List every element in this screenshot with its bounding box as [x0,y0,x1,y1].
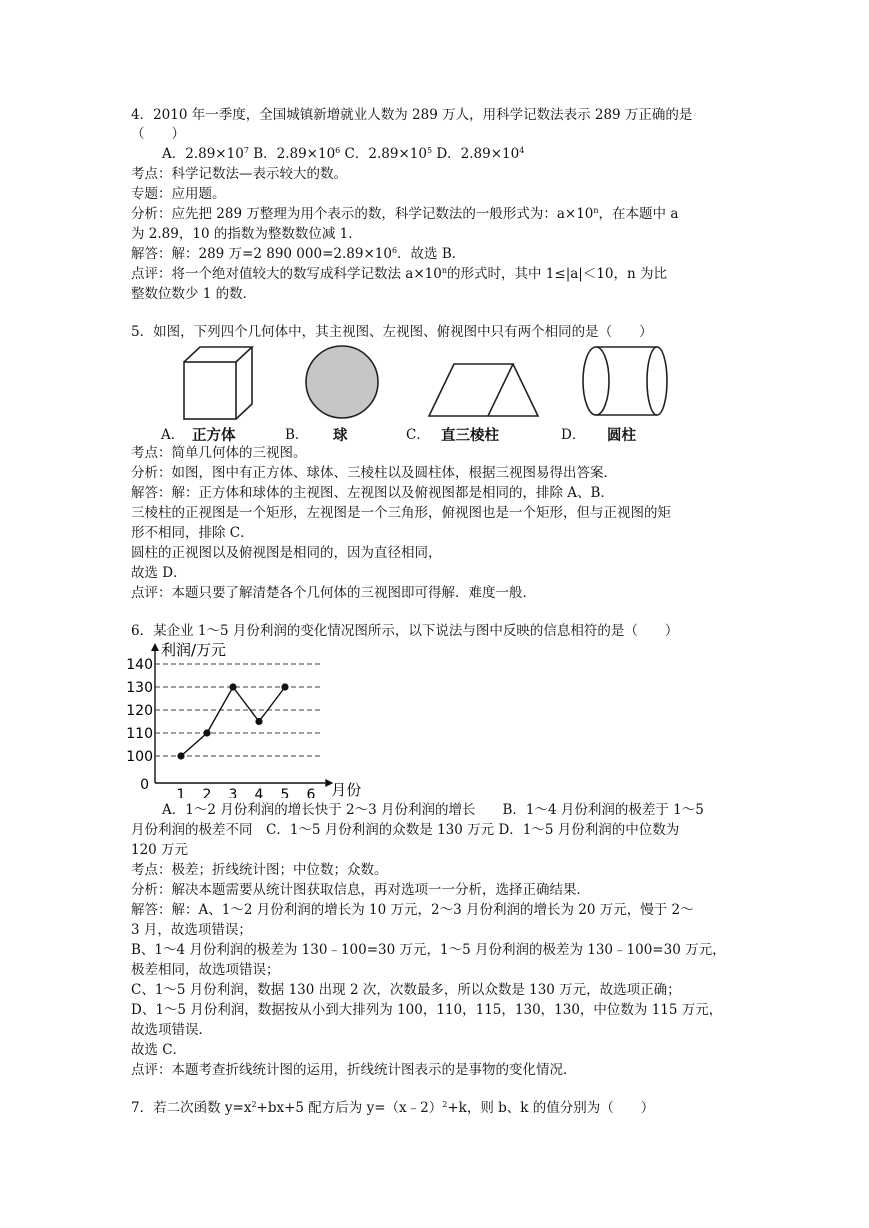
q4-dianping-line2: 整数位数少 1 的数． [131,286,257,302]
q5-line3: 形不相同，排除 C． [131,525,254,541]
q4-jieda: 解答：解：289 万=2 890 $000=2.89\times 10^6$．故选 B． [131,246,466,262]
q5-line5: 故选 D． [131,565,187,581]
origin-label: 0 [140,777,149,793]
x-axis-title: 月份 [331,781,362,798]
x-tick-label-1: 2 [202,787,212,798]
q6-option-d-line2: 故选项错误． [131,1022,212,1038]
q4-stem-line1: 4．2010 年一季度，全国城镇新增就业人数为 289 万人，用科学记数法表示 289 万正确的是 [131,107,693,123]
shape-d-letter: D． [561,427,586,443]
y-tick-label-1: 110 [126,726,153,742]
data-point-3 [229,683,236,690]
q6-fenxi: 分析：解决本题需要从统计图获取信息，再对选项一一分析，选择正确结果． [131,882,590,898]
x-tick-label-5: 6 [306,787,316,798]
y-tick-label-3: 130 [126,680,153,696]
q7-stem: 7．若二次函数 $y=x^2+bx+5$ 配方后为 y=（x﹣2）$^2$+k，则 b、k 的值分别为（ ） [131,1100,655,1116]
q6-stem: 6．某企业 1～5 月份利润的变化情况图所示，以下说法与图中反映的信息相符的是（ ） [131,623,679,639]
q5-shapes-figure [0,342,869,442]
q5-fenxi: 分析：如图，图中有正方体、球体、三棱柱以及圆柱体，根据三视图易得出答案． [131,465,617,481]
q6-dianping: 点评：本题考查折线统计图的运用，折线统计图表示的是事物的变化情况． [131,1062,577,1078]
q6-option-d-line1: D、1～5 月份利润，数据按从小到大排列为 100，110，115，130，130，中位数为 115 万元， [131,1002,723,1018]
q6-options-line3: 120 万元 [131,842,189,858]
x-tick-label-2: 3 [228,787,238,798]
q6-guxuan: 故选 C． [131,1042,187,1058]
cube-shape [184,347,252,419]
series-line [181,687,285,756]
y-tick-label-4: 140 [126,657,153,673]
x-tick-label-0: 1 [176,787,186,798]
q6-jieda-line2: 3 月，故选项错误； [131,922,252,938]
q5-jieda: 解答：解：正方体和球体的主视图、左视图以及俯视图都是相同的，排除 A、B． [131,485,614,501]
q4-options: A．$2.89\times 10^7$ B．$2.89\times 10^6$ C．$2.89\times 10^5$ D．$2.89\times 10^4$ [162,146,525,162]
q5-line2: 三棱柱的正视图是一个矩形，左视图是一个三角形，俯视图也是一个矩形，但与正视图的矩 [131,505,671,521]
data-point-1 [177,752,184,759]
q6-option-b-line2: 极差相同，故选项错误； [131,962,280,978]
shape-c-letter: C． [406,427,430,443]
shape-a-name: 正方体 [192,428,236,444]
profit-line-chart [0,638,869,798]
q6-option-b-line1: B、1～4 月份利润的极差为 130﹣100=30 万元，1～5 月份利润的极差为 130﹣100=30 万元， [131,942,726,958]
shape-a-letter: A． [161,427,185,443]
cylinder-shape [583,347,667,415]
y-axis-arrow [151,643,159,651]
q4-zhuanti: 专题：应用题。 [131,186,226,202]
q6-kaodian: 考点：极差；折线统计图；中位数；众数。 [131,862,388,878]
data-point-2 [203,729,210,736]
data-point-5 [281,683,288,690]
q5-line4: 圆柱的正视图以及俯视图是相同的，因为直径相同， [131,545,442,561]
y-tick-label-0: 100 [126,749,153,765]
y-axis-title: 利润/万元 [161,641,227,659]
data-point-4 [255,718,262,725]
q5-dianping: 点评：本题只要了解清楚各个几何体的三视图即可得解．难度一般． [131,585,536,601]
shape-b-letter: B． [285,427,309,443]
q4-stem-line2: （ ） [131,126,185,142]
sphere-shape [306,346,378,418]
q6-options-line2: 月份利润的极差不同 C．1～5 月份利润的众数是 130 万元 D．1～5 月份利润的中位数为 [131,822,680,838]
q4-dianping-line1: 点评：将一个绝对值较大的数写成科学记数法 $a\times 10^n$的形式时，其中 1≤|a|＜10，n 为比 [131,266,668,282]
q6-option-c: C、1～5 月份利润，数据 130 出现 2 次，次数最多，所以众数是 130 万元，故选项正确； [131,982,681,998]
y-tick-label-2: 120 [126,703,153,719]
shape-b-name: 球 [333,428,348,444]
q5-kaodian: 考点：简单几何体的三视图。 [131,445,307,461]
shape-d-name: 圆柱 [607,428,636,444]
q6-jieda-line1: 解答：解：A、1～2 月份利润的增长为 10 万元，2～3 月份利润的增长为 20 万元，慢于 2～ [131,902,694,918]
q4-fenxi-line2: 为 2.89，10 的指数为整数数位减 1． [131,226,362,242]
q4-kaodian: 考点：科学记数法—表示较大的数。 [131,166,347,182]
q6-options-line1: A．1～2 月份利润的增长快于 2～3 月份利润的增长 B．1～4 月份利润的极差于 1～5 [162,802,704,818]
q5-stem: 5．如图，下列四个几何体中，其主视图、左视图、俯视图中只有两个相同的是（ ） [131,324,653,340]
q4-fenxi-line1: 分析：应先把 289 万整理为用个表示的数，科学记数法的一般形式为：$a\times 10^n$，在本题中 a [131,206,679,222]
prism-shape [429,364,538,416]
x-tick-label-4: 5 [280,787,290,798]
x-tick-label-3: 4 [254,787,264,798]
shape-c-name: 直三棱柱 [441,428,499,444]
